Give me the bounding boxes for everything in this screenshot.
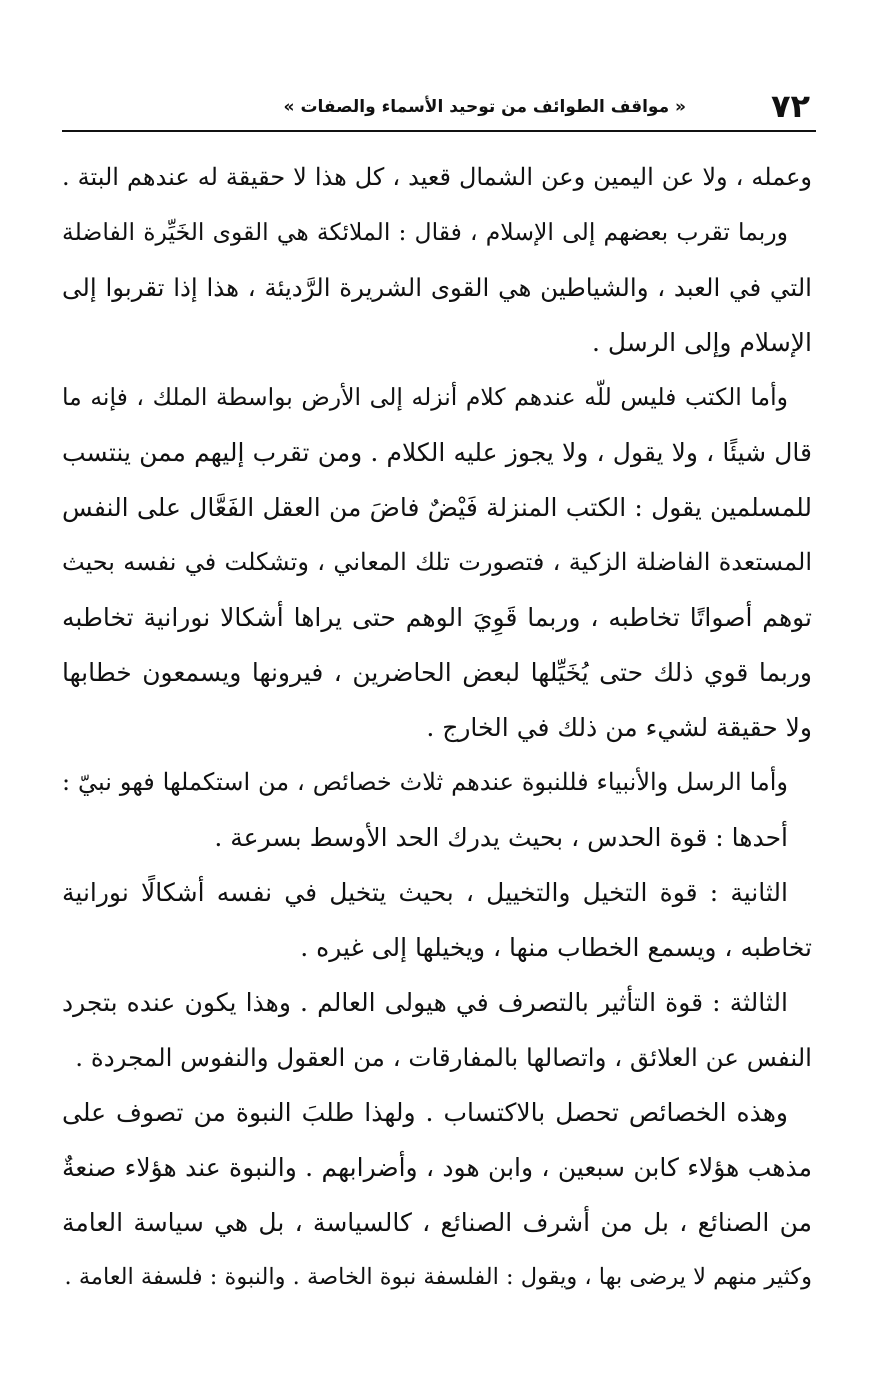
text-line: النفس عن العلائق ، واتصالها بالمفارقات ، من العقول والنفوس المجردة . — [75, 1043, 812, 1072]
text-line: وربما قوي ذلك حتى يُخَيِّلها لبعض الحاضرين ، فيرونها ويسمعون خطابها — [62, 658, 812, 687]
text-line: المستعدة الفاضلة الزكية ، فتصورت تلك المعاني ، وتشكلت في نفسه بحيث — [62, 548, 812, 576]
text-line: قال شيئًا ، ولا يقول ، ولا يجوز عليه الكلام . ومن تقرب إليهم ممن ينتسب — [62, 438, 812, 467]
text-line: وربما تقرب بعضهم إلى الإسلام ، فقال : الملائكة هي القوى الخَيِّرة الفاضلة — [62, 218, 788, 246]
running-title: « مواقف الطوائف من توحيد الأسماء والصفات » — [283, 97, 686, 117]
text-line: تخاطبه ، ويسمع الخطاب منها ، ويخيلها إلى غيره . — [300, 933, 812, 962]
text-line: الثالثة : قوة التأثير بالتصرف في هيولى العالم . وهذا يكون عنده بتجرد — [62, 988, 788, 1017]
text-line: توهم أصواتًا تخاطبه ، وربما قَوِيَ الوهم حتى يراها أشكالا نورانية تخاطبه — [62, 603, 812, 632]
text-line: أحدها : قوة الحدس ، بحيث يدرك الحد الأوسط بسرعة . — [214, 823, 788, 852]
text-line: مذهب هؤلاء كابن سبعين ، وابن هود ، وأضرابهم . والنبوة عند هؤلاء صنعةٌ — [62, 1153, 812, 1182]
text-line: وأما الكتب فليس للّه عندهم كلام أنزله إلى الأرض بواسطة الملك ، فإنه ما — [62, 383, 788, 411]
text-line: من الصنائع ، بل من أشرف الصنائع ، كالسياسة ، بل هي سياسة العامة — [62, 1208, 812, 1237]
page-number: ٧٢ — [770, 87, 810, 125]
text-line: الإسلام وإلى الرسل . — [591, 328, 812, 357]
text-line: الثانية : قوة التخيل والتخييل ، بحيث يتخيل في نفسه أشكالًا نورانية — [62, 878, 788, 907]
text-line: وأما الرسل والأنبياء فللنبوة عندهم ثلاث خصائص ، من استكملها فهو نبيّ : — [62, 768, 788, 796]
header-rule — [62, 130, 816, 132]
page-header — [62, 86, 816, 130]
body-text — [62, 150, 812, 1305]
text-line: وعمله ، ولا عن اليمين وعن الشمال قعيد ، كل هذا لا حقيقة له عندهم البتة . — [62, 163, 812, 191]
text-line: التي في العبد ، والشياطين هي القوى الشريرة الرَّديئة ، هذا إذا تقربوا إلى — [62, 273, 812, 302]
text-line: وكثير منهم لا يرضى بها ، ويقول : الفلسفة نبوة الخاصة . والنبوة : فلسفة العامة . — [64, 1264, 812, 1290]
text-line: للمسلمين يقول : الكتب المنزلة فَيْضٌ فاضَ من العقل الفَعَّال على النفس — [62, 493, 812, 522]
text-line: وهذه الخصائص تحصل بالاكتساب . ولهذا طلبَ النبوة من تصوف على — [62, 1098, 788, 1127]
text-line: ولا حقيقة لشيء من ذلك في الخارج . — [426, 713, 812, 742]
